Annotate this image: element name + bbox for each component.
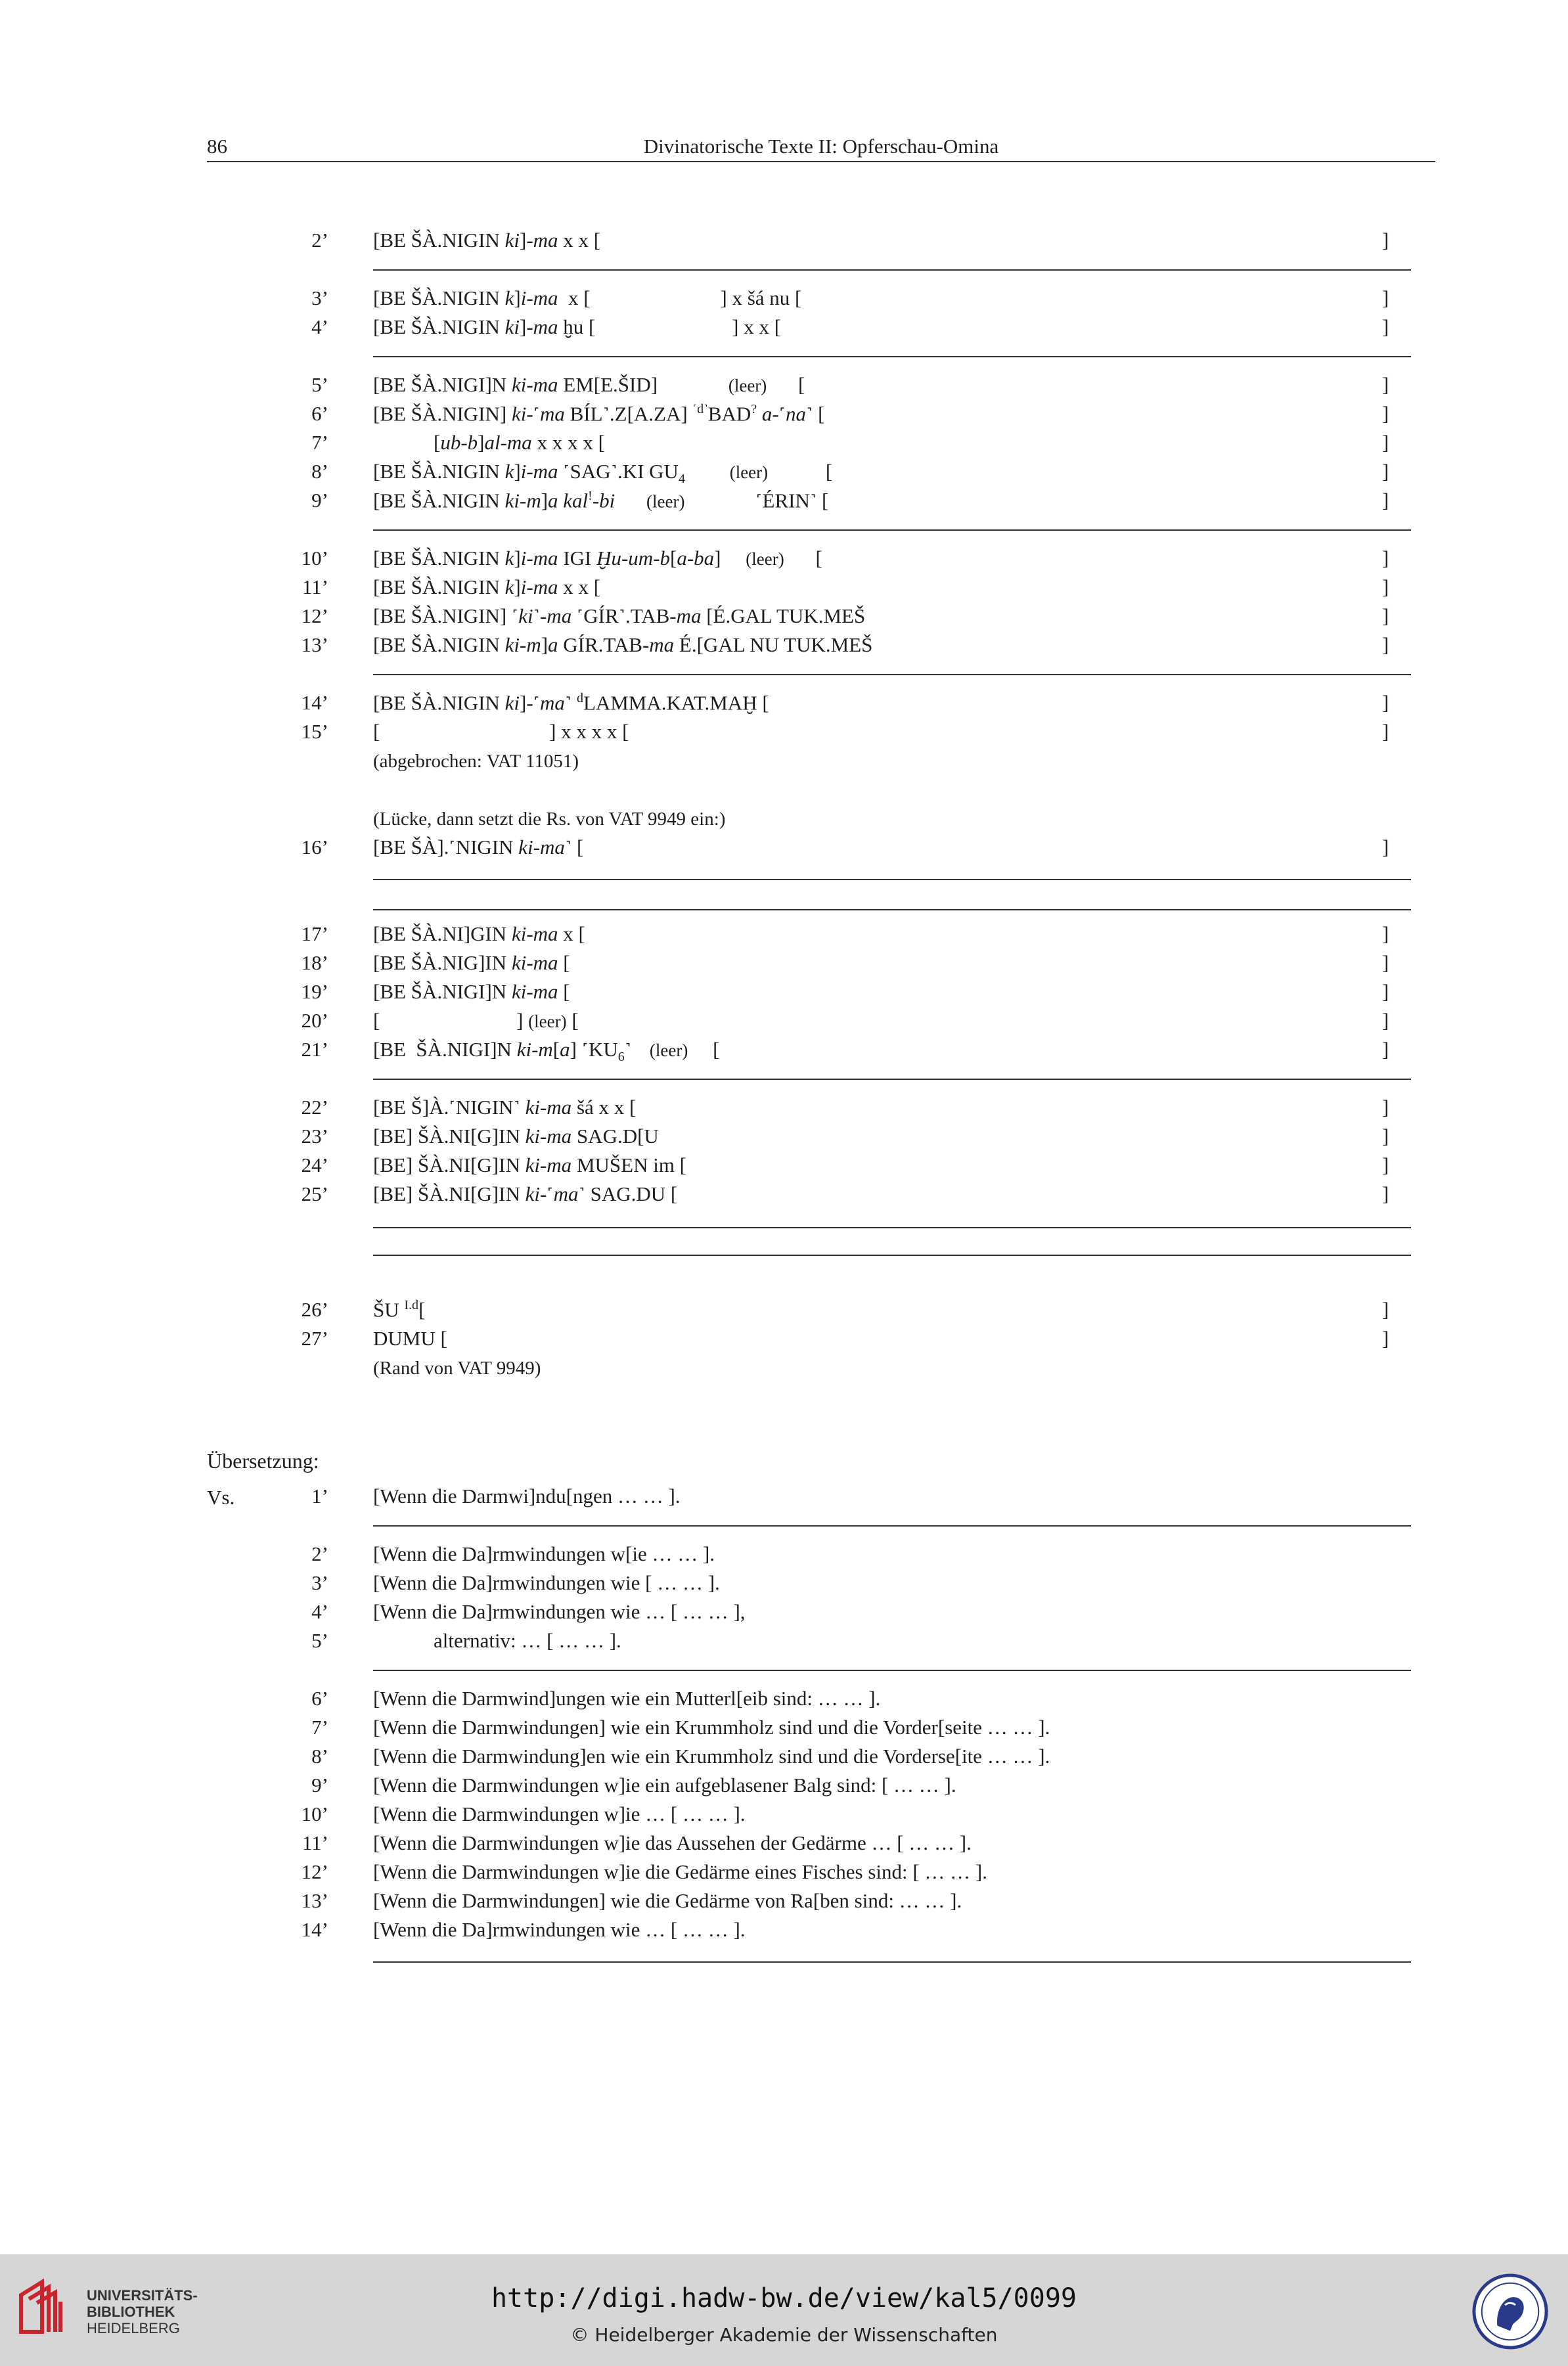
section-rule: [373, 1227, 1411, 1228]
line-number: 16’: [301, 836, 328, 859]
closing-bracket: ]: [1382, 460, 1389, 483]
line-text: [Wenn die Darmwindungen w]ie das Aussehen der Gedärme … [ … … ].: [373, 1831, 972, 1854]
transliteration-line: [0, 1038, 1568, 1067]
transliteration-line: [0, 402, 1568, 431]
transliteration-line: [0, 1096, 1568, 1125]
line-number: 25’: [301, 1182, 328, 1205]
line-number: 10’: [301, 1802, 328, 1825]
transliteration-line: [0, 489, 1568, 518]
line-text: [BE ŠÀ.NIGI]N ki-ma [: [373, 980, 570, 1003]
transliteration-line: [0, 431, 1568, 460]
line-number: 9’: [311, 1774, 328, 1797]
line-number: 3’: [311, 286, 328, 309]
line-text: [BE ŠÀ.NIGIN k]i-ma IGI Ḫu-um-b[a-ba] (leer) [: [373, 547, 822, 569]
closing-bracket: ]: [1382, 1327, 1389, 1350]
line-text: [BE ŠÀ.NIGIN ki]-ma ḫu [ ] x x [: [373, 315, 782, 338]
line-text: [Wenn die Da]rmwindungen wie … [ … … ],: [373, 1600, 746, 1623]
line-text: [BE ŠÀ.NIGIN ki]-˹ma˺ $^d$LAMMA.KAT.MAḪ [: [373, 691, 769, 715]
page-number: 86: [207, 135, 227, 158]
closing-bracket: ]: [1382, 1125, 1389, 1148]
section-rule: [373, 356, 1411, 357]
section-rule: [373, 1079, 1411, 1080]
line-text: [BE] ŠÀ.NI[G]IN ki-ma SAG.D[U: [373, 1125, 659, 1148]
transliteration-line: [0, 951, 1568, 980]
line-number: 22’: [301, 1096, 328, 1119]
section-rule: [373, 1670, 1411, 1671]
line-number: 13’: [301, 1889, 328, 1912]
transliteration-line: [0, 1153, 1568, 1182]
transliteration-line: [0, 1009, 1568, 1038]
closing-bracket: ]: [1382, 402, 1389, 425]
line-number: 3’: [311, 1571, 328, 1594]
line-text: [Wenn die Darmwind]ungen wie ein Mutterl[eib sind: … … ].: [373, 1687, 881, 1710]
closing-bracket: ]: [1382, 836, 1389, 859]
transliteration-line: [0, 1125, 1568, 1153]
library-name-line2: BIBLIOTHEK: [87, 2304, 175, 2320]
line-number: 2’: [311, 229, 328, 252]
line-number: 8’: [311, 460, 328, 483]
transliteration-line: [0, 836, 1568, 864]
translation-line: [0, 1774, 1568, 1802]
line-number: 9’: [311, 489, 328, 512]
translation-line: [0, 1600, 1568, 1629]
translation-line: [0, 1860, 1568, 1889]
line-number: 8’: [311, 1745, 328, 1768]
line-number: 4’: [311, 315, 328, 338]
line-number: 27’: [301, 1327, 328, 1350]
closing-bracket: ]: [1382, 1153, 1389, 1176]
line-text: [BE ŠÀ.NIGI]N ki-ma EM[E.ŠID] (leer) [: [373, 373, 805, 396]
line-number: 17’: [301, 922, 328, 945]
transliteration-line: [0, 547, 1568, 575]
line-text: [BE ŠÀ.NIGIN ki-m]a GÍR.TAB-ma É.[GAL NU TUK.MEŠ: [373, 633, 873, 656]
line-text: [Wenn die Darmwi]ndu[ngen … … ].: [373, 1484, 681, 1507]
section-rule: [373, 909, 1411, 910]
line-number: 19’: [301, 980, 328, 1003]
translation-line: [0, 1716, 1568, 1745]
line-number: 11’: [302, 575, 328, 598]
line-text: [ ] x x x x [: [373, 720, 629, 743]
line-text: [Wenn die Darmwindung]en wie ein Krummholz sind und die Vorderse[ite … … ].: [373, 1745, 1050, 1768]
line-text: [Wenn die Da]rmwindungen wie [ … … ].: [373, 1571, 720, 1594]
closing-bracket: ]: [1382, 229, 1389, 252]
transliteration-line: [0, 1298, 1568, 1327]
line-number: 14’: [301, 1918, 328, 1941]
section-rule: [373, 269, 1411, 271]
line-text: [BE ŠÀ.NIGIN] ˹ki˺-ma ˹GÍR˺.TAB-ma [É.GAL TUK.MEŠ: [373, 604, 866, 627]
translation-line: [0, 1687, 1568, 1716]
line-text: [Wenn die Darmwindungen w]ie … [ … … ].: [373, 1802, 746, 1825]
line-text: [BE] ŠÀ.NI[G]IN ki-˹ma˺ SAG.DU [: [373, 1182, 678, 1205]
translation-line: [0, 1831, 1568, 1860]
line-number: 12’: [301, 604, 328, 627]
line-text: DUMU [: [373, 1327, 447, 1350]
closing-bracket: ]: [1382, 604, 1389, 627]
line-text: [BE ŠÀ.NIGIN k]i-ma ˹SAG˺.KI $GU_4$ (leer) [: [373, 460, 833, 487]
closing-bracket: ]: [1382, 1298, 1389, 1321]
closing-bracket: ]: [1382, 951, 1389, 974]
line-number: 14’: [301, 691, 328, 714]
page-header: [207, 135, 1435, 162]
section-rule: [373, 879, 1411, 880]
transliteration-line: [0, 1182, 1568, 1211]
transliteration-line: [0, 460, 1568, 489]
line-text: [ ] (leer) [: [373, 1009, 579, 1032]
line-text: [BE ŠÀ.NIGIN k]i-ma x [ ] x šá nu [: [373, 286, 802, 309]
academy-seal-icon[interactable]: [1471, 2273, 1549, 2350]
line-text: alternativ: … [ … … ].: [434, 1629, 621, 1652]
side-label: Vs.: [207, 1486, 235, 1509]
translation-heading: Übersetzung:: [207, 1449, 319, 1473]
closing-bracket: ]: [1382, 720, 1389, 743]
line-number: 10’: [301, 547, 328, 569]
line-number: 6’: [311, 1687, 328, 1710]
editorial-note: (Rand von VAT 9949): [373, 1358, 541, 1379]
transliteration-line: [0, 373, 1568, 402]
section-rule: [373, 1961, 1411, 1963]
line-text: [Wenn die Darmwindungen w]ie die Gedärme eines Fisches sind: [ … … ].: [373, 1860, 988, 1883]
line-number: 7’: [311, 1716, 328, 1739]
closing-bracket: ]: [1382, 1096, 1389, 1119]
line-number: 20’: [301, 1009, 328, 1032]
line-text: [BE Š]À.˹NIGIN˺ ki-ma šá x x [: [373, 1096, 637, 1119]
line-text: [Wenn die Darmwindungen] wie ein Krummholz sind und die Vorder[seite … … ].: [373, 1716, 1050, 1739]
section-rule: [373, 1525, 1411, 1527]
line-text: ŠU $^{I.d}$[: [373, 1298, 426, 1322]
section-rule: [373, 529, 1411, 531]
transliteration-line: [0, 633, 1568, 662]
transliteration-line: [0, 286, 1568, 315]
line-text: [BE] ŠÀ.NI[G]IN ki-ma MUŠEN im [: [373, 1153, 687, 1176]
closing-bracket: ]: [1382, 315, 1389, 338]
closing-bracket: ]: [1382, 431, 1389, 454]
editorial-note: (abgebrochen: VAT 11051): [373, 751, 579, 772]
library-name-line3: HEIDELBERG: [87, 2320, 180, 2336]
translation-line: [0, 1918, 1568, 1947]
line-number: 26’: [301, 1298, 328, 1321]
line-text: [ub-b]al-ma x x x x [: [434, 431, 605, 454]
line-number: 1’: [311, 1484, 328, 1507]
line-number: 6’: [311, 402, 328, 425]
line-number: 21’: [301, 1038, 328, 1061]
closing-bracket: ]: [1382, 547, 1389, 569]
line-number: 15’: [301, 720, 328, 743]
translation-line: [0, 1484, 1568, 1513]
closing-bracket: ]: [1382, 980, 1389, 1003]
translation-line: [0, 1571, 1568, 1600]
closing-bracket: ]: [1382, 691, 1389, 714]
line-text: [BE ŠÀ.NIGIN] ki-˹ma BÍL˺.Z[A.ZA] $^{˹d˺}$BAD? a-˹na˺ [: [373, 402, 825, 426]
closing-bracket: ]: [1382, 1182, 1389, 1205]
closing-bracket: ]: [1382, 575, 1389, 598]
transliteration-line: [0, 604, 1568, 633]
line-text: [BE ŠÀ.NIGIN ki-m]a kal!-bi (leer) ˹ÉRIN˺ [: [373, 489, 829, 512]
section-rule: [373, 1255, 1411, 1256]
transliteration-line: [0, 1327, 1568, 1356]
line-text: [BE ŠÀ.NI]GIN ki-ma x [: [373, 922, 585, 945]
editorial-note: (Lücke, dann setzt die Rs. von VAT 9949 ein:): [373, 809, 726, 830]
translation-line: [0, 1745, 1568, 1774]
line-text: [Wenn die Da]rmwindungen wie … [ … … ].: [373, 1918, 746, 1941]
transliteration-line: [0, 229, 1568, 257]
line-number: 7’: [311, 431, 328, 454]
line-number: 18’: [301, 951, 328, 974]
translation-line: [0, 1542, 1568, 1571]
translation-line: [0, 1629, 1568, 1658]
closing-bracket: ]: [1382, 922, 1389, 945]
line-text: [BE ŠÀ].˹NIGIN ki-ma˺ [: [373, 836, 584, 859]
line-number: 2’: [311, 1542, 328, 1565]
footer-bar: [0, 2254, 1568, 2366]
closing-bracket: ]: [1382, 1038, 1389, 1061]
line-number: 13’: [301, 633, 328, 656]
line-number: 23’: [301, 1125, 328, 1148]
line-text: [BE ŠÀ.NIGIN k]i-ma x x [: [373, 575, 601, 598]
transliteration-line: [0, 315, 1568, 344]
line-number: 24’: [301, 1153, 328, 1176]
library-name-line1: UNIVERSITÄTS-: [87, 2287, 198, 2304]
transliteration-line: [0, 691, 1568, 720]
line-number: 4’: [311, 1600, 328, 1623]
line-number: 12’: [301, 1860, 328, 1883]
line-number: 11’: [302, 1831, 328, 1854]
line-text: [BE ŠÀ.NIGI]N ki-m[a] $˹KU_6˺$ (leer) [: [373, 1038, 720, 1065]
closing-bracket: ]: [1382, 489, 1389, 512]
line-text: [Wenn die Darmwindungen w]ie ein aufgeblasener Balg sind: [ … … ].: [373, 1774, 956, 1797]
transliteration-line: [0, 720, 1568, 749]
line-number: 5’: [311, 1629, 328, 1652]
copyright-notice: © Heidelberger Akademie der Wissenschaften: [570, 2324, 998, 2346]
line-text: [BE ŠÀ.NIG]IN ki-ma [: [373, 951, 570, 974]
line-number: 5’: [311, 373, 328, 396]
running-title: Divinatorische Texte II: Opferschau-Omina: [643, 135, 999, 158]
line-text: [Wenn die Da]rmwindungen w[ie … … ].: [373, 1542, 715, 1565]
permalink-url[interactable]: http://digi.hadw-bw.de/view/kal5/0099: [491, 2283, 1077, 2313]
transliteration-line: [0, 980, 1568, 1009]
section-rule: [373, 674, 1411, 675]
line-text: [BE ŠÀ.NIGIN ki]-ma x x [: [373, 229, 601, 252]
closing-bracket: ]: [1382, 373, 1389, 396]
translation-line: [0, 1889, 1568, 1918]
closing-bracket: ]: [1382, 286, 1389, 309]
line-text: [Wenn die Darmwindungen] wie die Gedärme von Ra[ben sind: … … ].: [373, 1889, 962, 1912]
transliteration-line: [0, 922, 1568, 951]
transliteration-line: [0, 575, 1568, 604]
closing-bracket: ]: [1382, 1009, 1389, 1032]
translation-line: [0, 1802, 1568, 1831]
closing-bracket: ]: [1382, 633, 1389, 656]
